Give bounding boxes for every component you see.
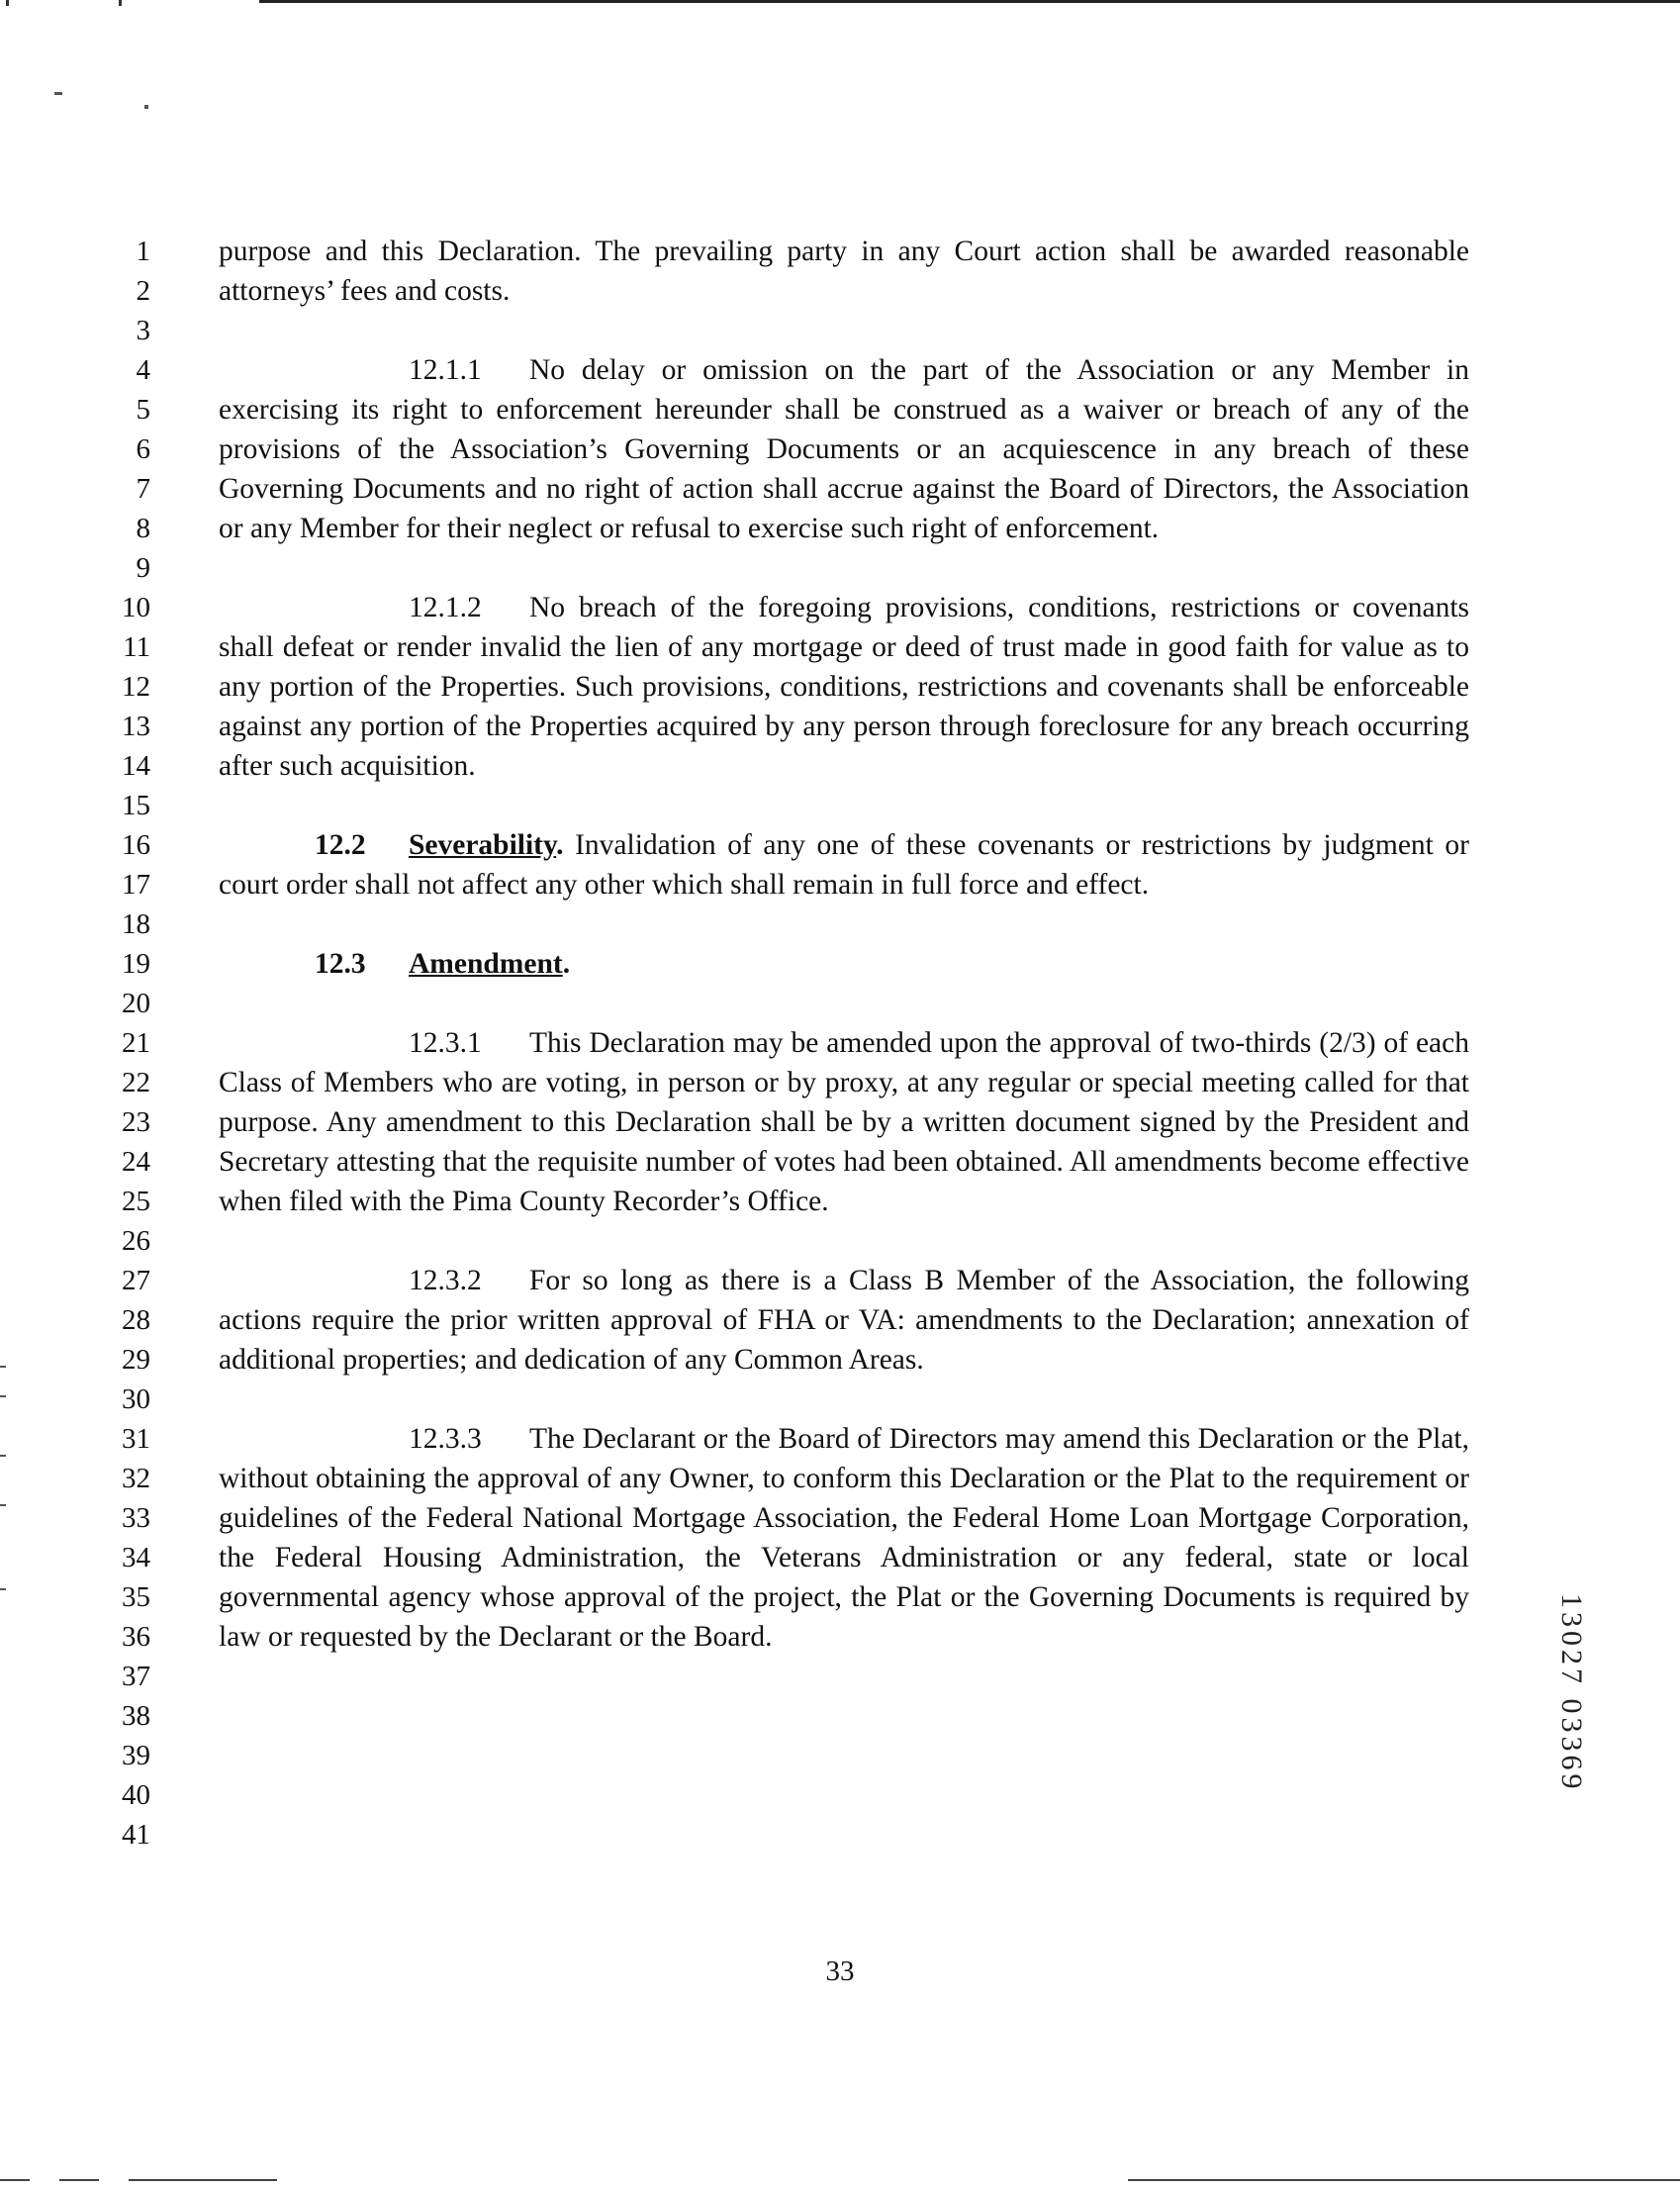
subsection-12-3-2 — [219, 1261, 1469, 1380]
line-number: 36 — [122, 1621, 150, 1653]
scan-mark — [6, 0, 9, 6]
scan-edge-tick — [0, 1504, 6, 1506]
line-number: 3 — [136, 315, 150, 346]
line-number: 41 — [122, 1819, 150, 1851]
scan-edge-mark — [59, 2179, 99, 2181]
line-number: 13 — [122, 711, 150, 742]
line-number: 19 — [122, 948, 150, 980]
scan-edge-mark — [129, 2179, 277, 2181]
line-number-column — [111, 232, 150, 1855]
section-number: 12.3.1 — [409, 1027, 482, 1059]
line-number: 39 — [122, 1740, 150, 1771]
line-number: 35 — [122, 1581, 150, 1613]
line-number: 24 — [122, 1146, 150, 1178]
scan-edge-tick — [0, 1455, 6, 1457]
line-number: 23 — [122, 1106, 150, 1138]
section-number: 12.3.2 — [409, 1265, 482, 1296]
scan-mark — [119, 0, 122, 6]
scan-speck — [54, 92, 62, 95]
line-number: 40 — [122, 1779, 150, 1811]
recording-number-stamp: 13027 03369 — [1555, 1593, 1588, 1793]
paragraph-text: The Declarant or the Board of Directors may amend this Declaration or the Plat, without obtaining the approval of any Owner, to conform this Declaration or the Plat to the requirement or guidelines of the Federal National Mortgage Association, the Federal Home Loan Mortgage Corporation, the Federal Housing Administration, the Veterans Administration or any federal, state or local governmental agency whose approval of the project, the Plat or the Governing Documents is required by law or requested by the Declarant or the Board. — [219, 1423, 1469, 1653]
section-number: 12.1.2 — [409, 592, 482, 623]
section-12-3: 12.3 Amendment. — [219, 944, 1469, 984]
scan-edge-tick — [0, 1588, 6, 1590]
top-border-rule — [259, 0, 1680, 3]
line-number: 38 — [122, 1700, 150, 1732]
line-number: 27 — [122, 1265, 150, 1296]
line-number: 5 — [136, 394, 150, 426]
scan-speck — [144, 105, 148, 109]
scan-edge-tick — [0, 1395, 6, 1397]
line-number: 33 — [122, 1502, 150, 1534]
scan-edge-mark — [0, 2179, 30, 2181]
line-number: 20 — [122, 988, 150, 1019]
line-number: 21 — [122, 1027, 150, 1059]
paragraph-continuation — [219, 232, 1469, 311]
line-number: 8 — [136, 513, 150, 544]
line-number: 30 — [122, 1383, 150, 1415]
line-number: 4 — [136, 354, 150, 386]
paragraph-text: No delay or omission on the part of the Association or any Member in exercising its right to enforcement hereunder shall be construed as a waiver or breach of any of the provisions of the Association’s Governing Documents or an acquiescence in any breach of these Governing Documents and no right of action shall accrue against the Board of Directors, the Association or any Member for their neglect or refusal to exercise such right of enforcement. — [219, 354, 1469, 544]
scan-edge-tick — [0, 1366, 6, 1368]
paragraph-text: This Declaration may be amended upon the approval of two-thirds (2/3) of each Class of Members who are voting, in person or by proxy, at any regular or special meeting called for that purpose. Any amendment to this Declaration shall be by a written document signed by the President and Secretary attesting that the requisite number of votes had been obtained. All amendments become effective when filed with the Pima County Recorder’s Office. — [219, 1027, 1469, 1217]
section-number: 12.1.1 — [409, 354, 482, 386]
section-12-2: 12.2 Severability. Invalidation of any one of these covenants or restrictions by judgment or court order shall not affect any other which shall remain in full force and effect. — [219, 825, 1469, 904]
section-number: 12.2 — [315, 829, 366, 861]
section-heading: Amendment — [409, 948, 563, 980]
line-number: 34 — [122, 1542, 150, 1573]
paragraph-text: No breach of the foregoing provisions, conditions, restrictions or covenants shall defeat or render invalid the lien of any mortgage or deed of trust made in good faith for value as to any portion of the Properties. Such provisions, conditions, restrictions and covenants shall be enforceable against any portion of the Properties acquired by any person through foreclosure for any breach occurring after such acquisition. — [219, 592, 1469, 782]
line-number: 11 — [123, 631, 150, 663]
line-number: 9 — [136, 552, 150, 584]
line-number: 12 — [122, 671, 150, 703]
line-number: 31 — [122, 1423, 150, 1455]
subsection-12-1-1 — [219, 350, 1469, 548]
line-number: 14 — [122, 750, 150, 782]
paragraph-text: Invalidation of any one of these covenants or restrictions by judgment or court order shall not affect any other which shall remain in full force and effect. — [219, 829, 1470, 901]
line-number: 15 — [122, 790, 150, 821]
line-number: 17 — [122, 869, 150, 901]
line-number: 10 — [122, 592, 150, 623]
line-number: 1 — [136, 236, 150, 267]
page-number: 33 — [825, 1955, 855, 1987]
section-heading: Severability — [409, 829, 557, 861]
line-number: 26 — [122, 1225, 150, 1257]
line-number: 29 — [122, 1344, 150, 1376]
line-number: 6 — [136, 433, 150, 465]
line-number: 2 — [136, 275, 150, 307]
line-number: 37 — [122, 1661, 150, 1692]
line-number: 25 — [122, 1186, 150, 1217]
line-number: 18 — [122, 908, 150, 940]
subsection-12-1-2 — [219, 588, 1469, 786]
line-number: 32 — [122, 1463, 150, 1494]
subsection-12-3-1 — [219, 1023, 1469, 1221]
section-number: 12.3 — [315, 948, 366, 980]
line-number: 7 — [136, 473, 150, 505]
section-number: 12.3.3 — [409, 1423, 482, 1455]
paragraph-text: For so long as there is a Class B Member of the Association, the following actions require the prior written approval of FHA or VA: amendments to the Declaration; annexation of additional properties; and dedication of any Common Areas. — [219, 1265, 1469, 1376]
subsection-12-3-3 — [219, 1419, 1469, 1657]
scan-edge-mark — [1128, 2179, 1680, 2181]
line-number: 28 — [122, 1304, 150, 1336]
document-body — [219, 232, 1469, 1657]
line-number: 16 — [122, 829, 150, 861]
paragraph-text: purpose and this Declaration. The prevailing party in any Court action shall be awarded reasonable attorneys’ fees and costs. — [219, 236, 1469, 307]
line-number: 22 — [122, 1067, 150, 1098]
